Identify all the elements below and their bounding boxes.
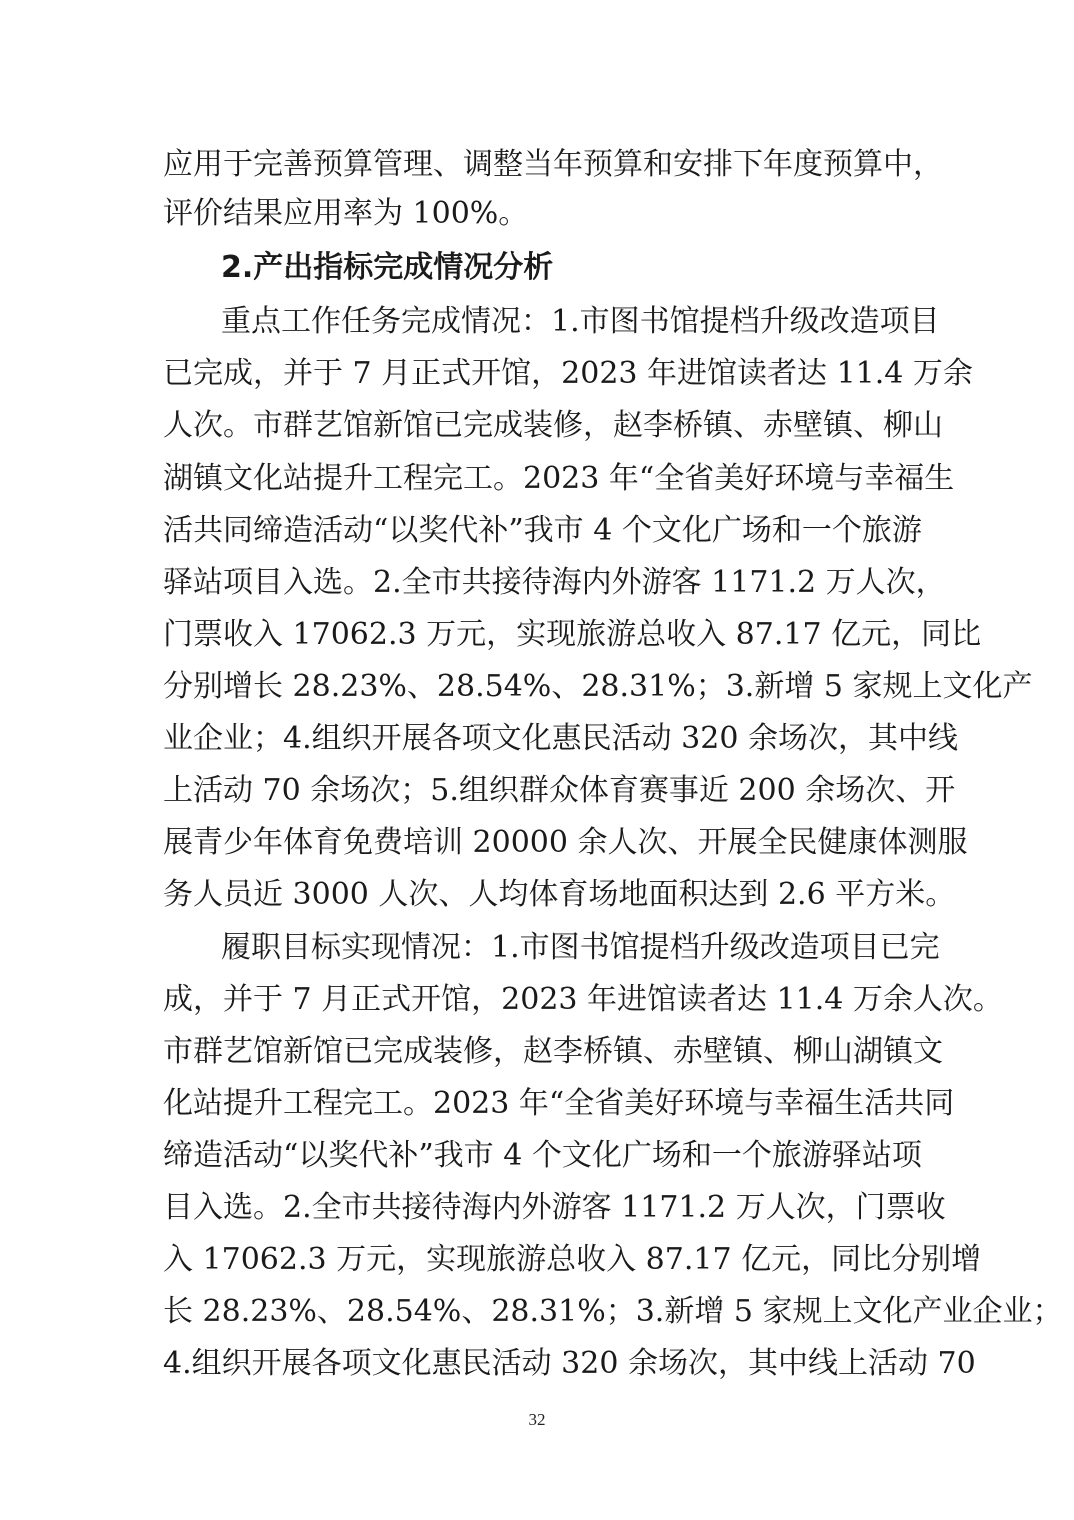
paragraph-line: 已完成，并于 7 月正式开馆，2023 年进馆读者达 11.4 万余	[163, 356, 973, 391]
paragraph-line: 门票收入 17062.3 万元，实现旅游总收入 87.17 亿元，同比	[163, 617, 982, 652]
paragraph-line: 入 17062.3 万元，实现旅游总收入 87.17 亿元，同比分别增	[163, 1242, 982, 1277]
paragraph-line: 化站提升工程完工。2023 年“全省美好环境与幸福生活共同	[163, 1086, 955, 1121]
paragraph-line: 展青少年体育免费培训 20000 余人次、开展全民健康体测服	[163, 825, 968, 860]
paragraph-line: 业企业；4.组织开展各项文化惠民活动 320 余场次，其中线	[163, 721, 958, 756]
page-number: 32	[528, 1410, 546, 1429]
paragraph-line: 湖镇文化站提升工程完工。2023 年“全省美好环境与幸福生	[163, 461, 955, 496]
paragraph-line: 人次。市群艺馆新馆已完成装修，赵李桥镇、赤壁镇、柳山	[163, 408, 943, 443]
section-heading: 2.产出指标完成情况分析	[221, 250, 554, 285]
paragraph-line: 市群艺馆新馆已完成装修，赵李桥镇、赤壁镇、柳山湖镇文	[163, 1034, 943, 1069]
paragraph-line: 重点工作任务完成情况：1.市图书馆提档升级改造项目	[221, 304, 940, 339]
paragraph-line: 目入选。2.全市共接待海内外游客 1171.2 万人次，门票收	[163, 1190, 946, 1225]
paragraph-line: 分别增长 28.23%、28.54%、28.31%；3.新增 5 家规上文化产	[163, 669, 1033, 704]
paragraph-line: 缔造活动“以奖代补”我市 4 个文化广场和一个旅游驿站项	[163, 1138, 922, 1173]
paragraph-line: 上活动 70 余场次；5.组织群众体育赛事近 200 余场次、开	[163, 773, 956, 808]
paragraph-line: 4.组织开展各项文化惠民活动 320 余场次，其中线上活动 70	[163, 1346, 976, 1381]
paragraph-line: 应用于完善预算管理、调整当年预算和安排下年度预算中，	[163, 147, 943, 182]
paragraph-line: 评价结果应用率为 100%。	[163, 196, 529, 231]
paragraph-line: 长 28.23%、28.54%、28.31%；3.新增 5 家规上文化产业企业；	[163, 1294, 1063, 1329]
paragraph-line: 履职目标实现情况：1.市图书馆提档升级改造项目已完	[221, 930, 940, 965]
paragraph-line: 成，并于 7 月正式开馆，2023 年进馆读者达 11.4 万余人次。	[163, 982, 1003, 1017]
paragraph-line: 驿站项目入选。2.全市共接待海内外游客 1171.2 万人次，	[163, 565, 946, 600]
paragraph-line: 活共同缔造活动“以奖代补”我市 4 个文化广场和一个旅游	[163, 513, 922, 548]
paragraph-line: 务人员近 3000 人次、人均体育场地面积达到 2.6 平方米。	[163, 877, 956, 912]
